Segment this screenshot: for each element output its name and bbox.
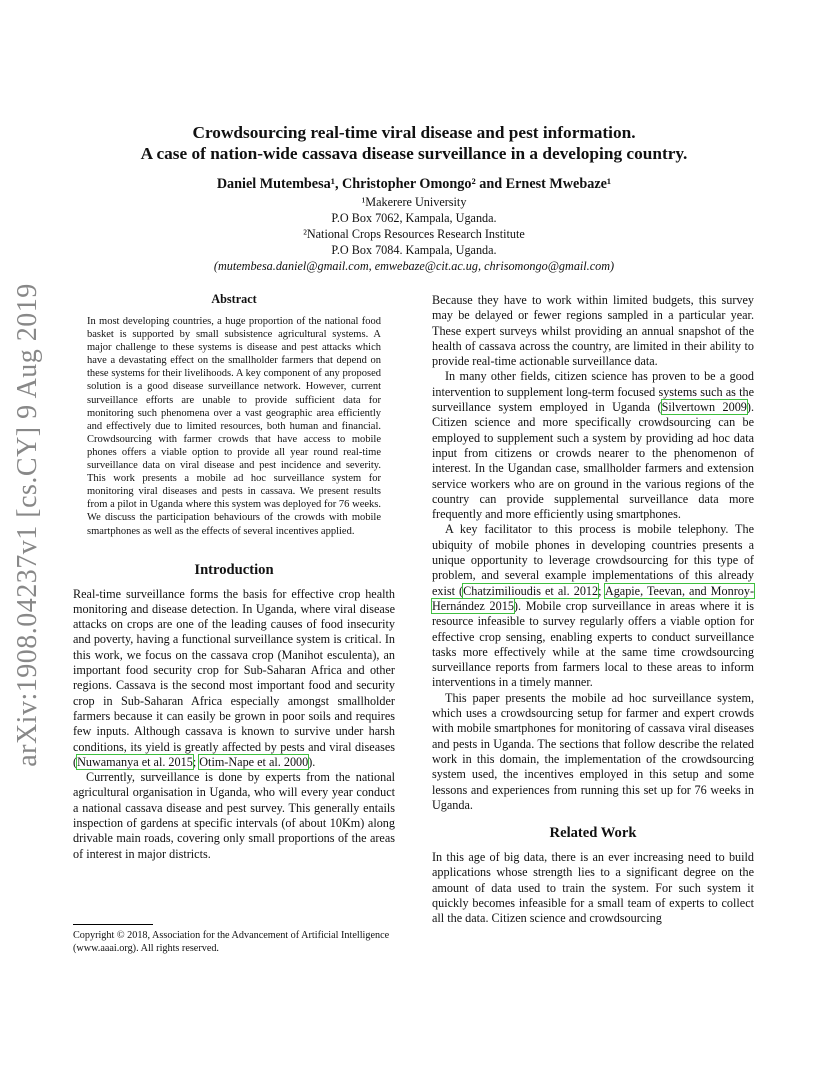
title-line-1: Crowdsourcing real-time viral disease and pest information. [192, 123, 636, 142]
right-p2-end: ). Citizen science and more specifically crowdsourcing can be employed to supplement such a system by providing ad hoc data input from citizens or crowds nearer to the phenomenon of interest. In the Ugandan case, smallholder farmers and extension service workers who are on ground in the various regions of the country can provide supplemental surveillance data more frequently and more efficiently using smartphones. [432, 400, 754, 522]
citation-link[interactable]: Otim-Nape et al. 2000 [199, 754, 309, 769]
citation-separator: ; [598, 583, 605, 598]
citation-link[interactable]: Silvertown 2009 [661, 400, 747, 415]
arxiv-watermark [8, 283, 48, 767]
intro-paragraph-1 [73, 587, 395, 771]
affiliations [60, 194, 768, 274]
right-paragraph-2 [432, 369, 754, 522]
abstract-text: In most developing countries, a huge proportion of the national food basket is supported by small subsistence agricultural systems. A major challenge to these systems is disease and pest attacks which have a devastating effect on the smallholder farmers that depend on these systems for their livelihoods. A key component of any proposed solution is a good disease surveillance network. However, current surveillance efforts are unable to provide sufficient data for monitoring such phenomena over a vast geographic area efficiently and effectively due to limited resources, both human and financial. Crowdsourcing with farmer crowds that have access to mobile phones offers a viable option to provide all year round real-time surveillance data on viral disease and pest incidence and severity. This work presents a mobile ad hoc surveillance system for monitoring viral diseases and pests in cassava. We present results from a pilot in Uganda where this system was deployed for 76 weeks. We discuss the participation behaviours of the crowds with mobile smartphones as well as the effects of several incentives applied. [87, 316, 381, 537]
left-column [73, 292, 395, 862]
right-column [432, 293, 754, 927]
affiliation-line: ²National Crops Resources Research Institute [303, 227, 525, 241]
author-emails: (mutembesa.daniel@gmail.com, emwebaze@cit.ac.ug, chrisomongo@gmail.com) [213, 259, 615, 273]
related-work-heading: Related Work [549, 825, 637, 842]
introduction-heading: Introduction [194, 561, 274, 578]
intro-p1-text: Real-time surveillance forms the basis for effective crop health monitoring and disease detection. In Uganda, where viral disease attacks on crops are one of the leading causes of food insecurity and poverty, having a functional surveillance system is critical. In this work, we focus on the cassava crop (Manihot esculenta), an important food security crop for Sub-Saharan Africa and other regions. Cassava is the second most important food and security crop in Sub-Saharan Africa especially amongst smallholder farmers because it can easily be grown in poor soils and requires few inputs. Although cassava is known to survive under harsh conditions, its yield is greatly affected by pests and viral diseases ( [73, 586, 395, 769]
affiliation-line: P.O Box 7062, Kampala, Uganda. [331, 211, 497, 225]
author-list: Daniel Mutembesa¹, Christopher Omongo² and Ernest Mwebaze¹ [216, 176, 612, 192]
citation-separator: ; [192, 754, 200, 769]
right-p3-text: A key facilitator to this process is mobile telephony. The ubiquity of mobile phones in developing countries presents a unique opportunity to leverage crowdsourcing for this type of problem, and several example implementations of this already exist ( [432, 522, 754, 598]
right-p2-text: In many other fields, citizen science has proven to be a good intervention to supplement long-term focused systems such as the surveillance system employed in Uganda ( [432, 369, 754, 415]
footnote-rule [73, 924, 153, 925]
affiliation-line: P.O Box 7084. Kampala, Uganda. [331, 243, 497, 257]
arxiv-id-text: arXiv:1908.04237v1 [cs.CY] 9 Aug 2019 [12, 283, 43, 767]
copyright-text: Copyright © 2018, Association for the Advancement of Artificial Intelligence (www.aaai.org). All rights reserved. [73, 930, 390, 954]
related-paragraph-1: In this age of big data, there is an ever increasing need to build applications whose strength lies to a significant degree on the amount of data used to train the system. For such system it quickly becomes infeasible for a small team of experts to collect all the data. Citizen science and crowdsourcing [432, 850, 754, 926]
citation-link[interactable]: Chatzimilioudis et al. 2012 [463, 583, 599, 598]
copyright-footnote [73, 924, 395, 955]
paper-title [60, 122, 768, 164]
citation-link[interactable]: Agapie, Teevan, and Monroy-Hernández 2015 [432, 583, 755, 613]
abstract-heading: Abstract [211, 292, 257, 306]
intro-p1-end: ). [308, 754, 316, 769]
right-paragraph-1: Because they have to work within limited budgets, this survey may be delayed or fewer regions sampled in a particular year. These expert surveys whilst providing an annual snapshot of the health of cassava across the country, are limited in their ability to provide real-time actionable surveillance data. [432, 293, 754, 369]
intro-paragraph-2: Currently, surveillance is done by experts from the national agricultural organisation in Uganda, who will every year conduct a national cassava disease and pest survey. This generally entails inspection of gardens at specific intervals (of about 10Km) along drivable main roads, covering only small proportions of the areas of interest in major districts. [73, 770, 395, 861]
title-line-2: A case of nation-wide cassava disease surveillance in a developing country. [140, 144, 688, 163]
right-p3-end: ). Mobile crop surveillance in areas where it is resource infeasible to survey regularly offers a viable option for effective crop sensing, enabling experts to conduct surveillance tasks more effectively while at the same time crowdsourcing surveillance reports from farmers local to these areas to inform interventions in a timely manner. [432, 598, 755, 690]
citation-link[interactable]: Nuwamanya et al. 2015 [77, 754, 193, 769]
affiliation-line: ¹Makerere University [361, 195, 467, 209]
right-paragraph-3 [432, 522, 754, 690]
right-paragraph-4: This paper presents the mobile ad hoc surveillance system, which uses a crowdsourcing setup for farmer and expert crowds with mobile smartphones for monitoring of cassava viral diseases and pests in Uganda. The sections that follow describe the related work in this domain, the implementation of the crowdsourcing system used, the incentives employed in this setup and some lessons and experiences from running this set up for 76 weeks in Uganda. [432, 690, 754, 812]
